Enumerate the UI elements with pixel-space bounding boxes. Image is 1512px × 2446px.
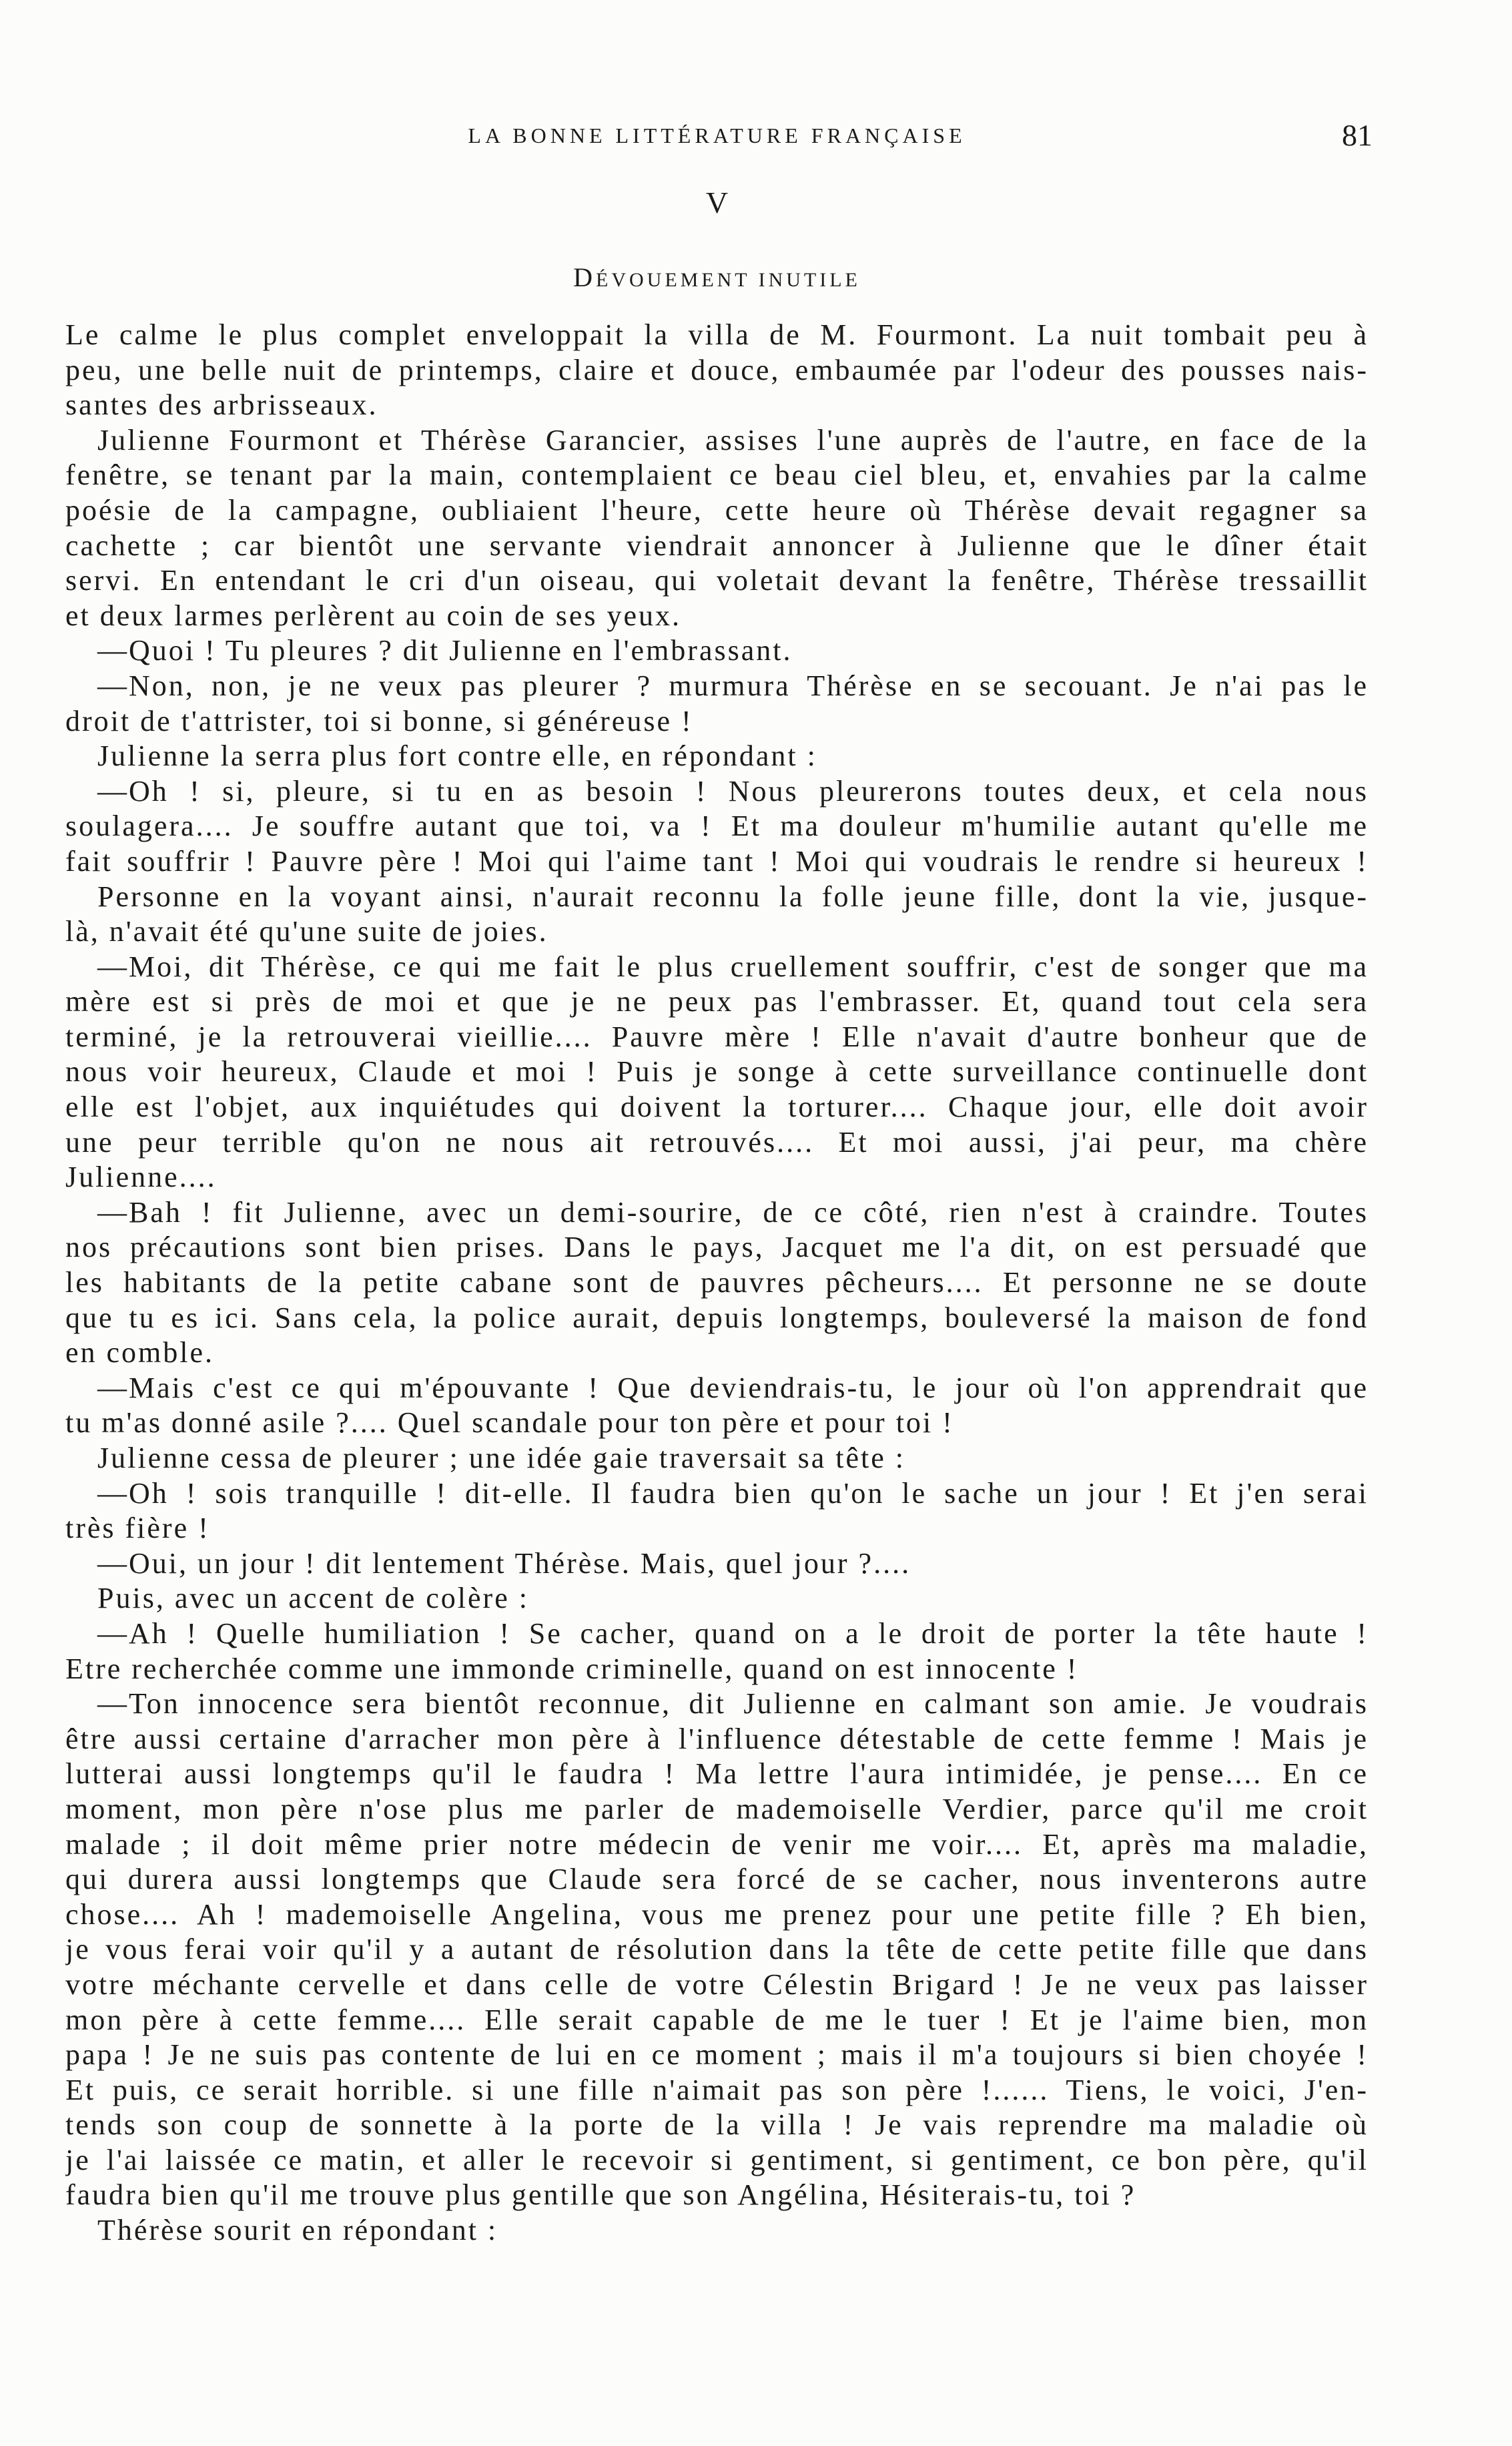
paragraph: [65, 1616, 1369, 1687]
text-line: fenêtre, se tenant par la main, contemplaient ce beau ciel bleu, et, envahies par la calme: [65, 458, 1369, 492]
text-line: —Mais c'est ce qui m'épouvante ! Que deviendrais-tu, le jour où l'on apprendrait que: [97, 1371, 1369, 1404]
text-line: santes des arbrisseaux.: [65, 388, 378, 422]
paragraph: [65, 1546, 1369, 1582]
text-line: là, n'avait été qu'une suite de joies.: [65, 915, 548, 948]
text-line: —Oh ! si, pleure, si tu en as besoin ! Nous pleurerons toutes deux, et cela nous: [97, 774, 1369, 808]
paragraph: [65, 2213, 1369, 2248]
paragraph: [65, 318, 1369, 423]
text-line: que tu es ici. Sans cela, la police aurait, depuis longtemps, bouleversé la maison de fond: [65, 1301, 1369, 1334]
text-line: Julienne la serra plus fort contre elle, en répondant :: [97, 739, 817, 773]
text-line: elle est l'objet, aux inquiétudes qui doivent la torturer.... Chaque jour, elle doit avoir: [65, 1091, 1369, 1124]
text-line: être aussi certaine d'arracher mon père à l'influence détestable de cette femme ! Mais je: [65, 1722, 1369, 1755]
text-line: Puis, avec un accent de colère :: [97, 1582, 529, 1615]
text-line: poésie de la campagne, oubliaient l'heure, cette heure où Thérèse devait regagner sa: [65, 493, 1369, 527]
text-line: nous voir heureux, Claude et moi ! Puis je songe à cette surveillance continuelle dont: [65, 1055, 1369, 1089]
text-line: —Non, non, je ne veux pas pleurer ? murmura Thérèse en se secouant. Je n'ai pas le: [97, 669, 1369, 702]
text-line: cachette ; car bientôt une servante viendrait annoncer à Julienne que le dîner était: [65, 529, 1369, 562]
paragraph: [65, 669, 1369, 739]
text-line: —Quoi ! Tu pleures ? dit Julienne en l'embrassant.: [97, 634, 793, 667]
paragraph: [65, 1581, 1369, 1616]
page-number: 81: [1342, 118, 1373, 152]
paragraph: [65, 739, 1369, 774]
text-line: mon père à cette femme.... Elle serait capable de me le tuer ! Et je l'aime bien, mon: [65, 2003, 1369, 2036]
text-line: Julienne Fourmont et Thérèse Garancier, assises l'une auprès de l'autre, en face de la: [97, 423, 1369, 456]
text-line: —Moi, dit Thérèse, ce qui me fait le plus cruellement souffrir, c'est de songer que ma: [97, 950, 1369, 983]
paragraph: [65, 423, 1369, 634]
running-title: LA BONNE LITTÉRATURE FRANÇAISE: [468, 123, 966, 147]
text-line: servi. En entendant le cri d'un oiseau, qui voletait devant la fenêtre, Thérèse tressaillit: [65, 564, 1369, 597]
paragraph: [65, 1476, 1369, 1546]
text-line: Julienne cessa de pleurer ; une idée gaie traversait sa tête :: [97, 1442, 905, 1474]
paragraph: [65, 774, 1369, 880]
text-line: terminé, je la retrouverai vieillie.... Pauvre mère ! Elle n'avait d'autre bonheur que de: [65, 1020, 1369, 1053]
text-line: —Oh ! sois tranquille ! dit-elle. Il faudra bien qu'on le sache un jour ! Et j'en serai: [97, 1476, 1369, 1510]
text-line: fait souffrir ! Pauvre père ! Moi qui l'aime tant ! Moi qui voudrais le rendre si heureux !: [65, 844, 1369, 878]
text-line: très fière !: [65, 1512, 210, 1545]
text-line: Etre recherchée comme une immonde criminelle, quand on est innocente !: [65, 1652, 1079, 1685]
text-line: en comble.: [65, 1336, 215, 1369]
text-line: lutterai aussi longtemps qu'il le faudra ! Ma lettre l'aura intimidée, je pense.... En ce: [65, 1757, 1369, 1791]
text-line: Julienne....: [65, 1161, 217, 1194]
paragraph: [65, 1371, 1369, 1441]
text-line: Personne en la voyant ainsi, n'aurait reconnu la folle jeune fille, dont la vie, jusque-: [97, 880, 1369, 913]
text-line: chose.... Ah ! mademoiselle Angelina, vous me prenez pour une petite fille ? Eh bien,: [65, 1897, 1369, 1931]
text-line: nos précautions sont bien prises. Dans le pays, Jacquet me l'a dit, on est persuadé que: [65, 1231, 1369, 1264]
text-line: —Ah ! Quelle humiliation ! Se cacher, quand on a le droit de porter la tête haute !: [97, 1616, 1369, 1650]
text-line: Et puis, ce serait horrible. si une fille n'aimait pas son père !...... Tiens, le voici, J'en-: [65, 2073, 1369, 2106]
text-line: —Bah ! fit Julienne, avec un demi-sourire, de ce côté, rien n'est à craindre. Toutes: [97, 1195, 1369, 1229]
text-line: et deux larmes perlèrent au coin de ses yeux.: [65, 599, 682, 632]
paragraph: [65, 880, 1369, 950]
text-line: malade ; il doit même prier notre médecin de venir me voir.... Et, après ma maladie,: [65, 1827, 1369, 1861]
paragraph: [65, 1441, 1369, 1476]
text-line: les habitants de la petite cabane sont de pauvres pêcheurs.... Et personne ne se doute: [65, 1266, 1369, 1299]
text-line: Thérèse sourit en répondant :: [97, 2214, 498, 2247]
text-line: tends son coup de sonnette à la porte de la villa ! Je vais reprendre ma maladie où: [65, 2108, 1369, 2142]
text-line: votre méchante cervelle et dans celle de votre Célestin Brigard ! Je ne veux pas laisser: [65, 1967, 1369, 2001]
text-line: mère est si près de moi et que je ne peux pas l'embrasser. Et, quand tout cela sera: [65, 985, 1369, 1018]
text-line: une peur terrible qu'on ne nous ait retrouvés.... Et moi aussi, j'ai peur, ma chère: [65, 1125, 1369, 1159]
text-line: je vous ferai voir qu'il y a autant de résolution dans la tête de cette petite fille que dans: [65, 1933, 1369, 1966]
text-line: —Oui, un jour ! dit lentement Thérèse. Mais, quel jour ?....: [97, 1546, 911, 1580]
text-line: moment, mon père n'ose plus me parler de mademoiselle Verdier, parce qu'il me croit: [65, 1792, 1369, 1825]
paragraph: [65, 950, 1369, 1195]
text-line: droit de t'attrister, toi si bonne, si généreuse !: [65, 704, 693, 737]
text-line: tu m'as donné asile ?.... Quel scandale pour ton père et pour toi !: [65, 1406, 954, 1440]
text-line: Le calme le plus complet enveloppait la villa de M. Fourmont. La nuit tombait peu à: [65, 318, 1369, 351]
paragraph: [65, 633, 1369, 669]
text-line: je l'ai laissée ce matin, et aller le recevoir si gentiment, si gentiment, ce bon père, qu'il: [65, 2143, 1369, 2176]
text-line: soulagera.... Je souffre autant que toi, va ! Et ma douleur m'humilie autant qu'elle me: [65, 810, 1369, 843]
text-line: faudra bien qu'il me trouve plus gentille que son Angélina, Hésiterais-tu, toi ?: [65, 2178, 1136, 2212]
chapter-title: DÉVOUEMENT INUTILE: [573, 262, 861, 292]
chapter-number: V: [705, 186, 729, 220]
text-line: papa ! Je ne suis pas contente de lui en ce moment ; mais il m'a toujours si bien choyée !: [65, 2038, 1369, 2072]
text-line: qui durera aussi longtemps que Claude sera forcé de se cacher, nous inventerons autre: [65, 1863, 1369, 1896]
paragraph: [65, 1195, 1369, 1371]
paragraph: [65, 1687, 1369, 2213]
text-line: —Ton innocence sera bientôt reconnue, dit Julienne en calmant son amie. Je voudrais: [97, 1687, 1369, 1721]
text-line: peu, une belle nuit de printemps, claire et douce, embaumée par l'odeur des pousses nais-: [65, 353, 1369, 386]
body-text: [65, 318, 1369, 2248]
